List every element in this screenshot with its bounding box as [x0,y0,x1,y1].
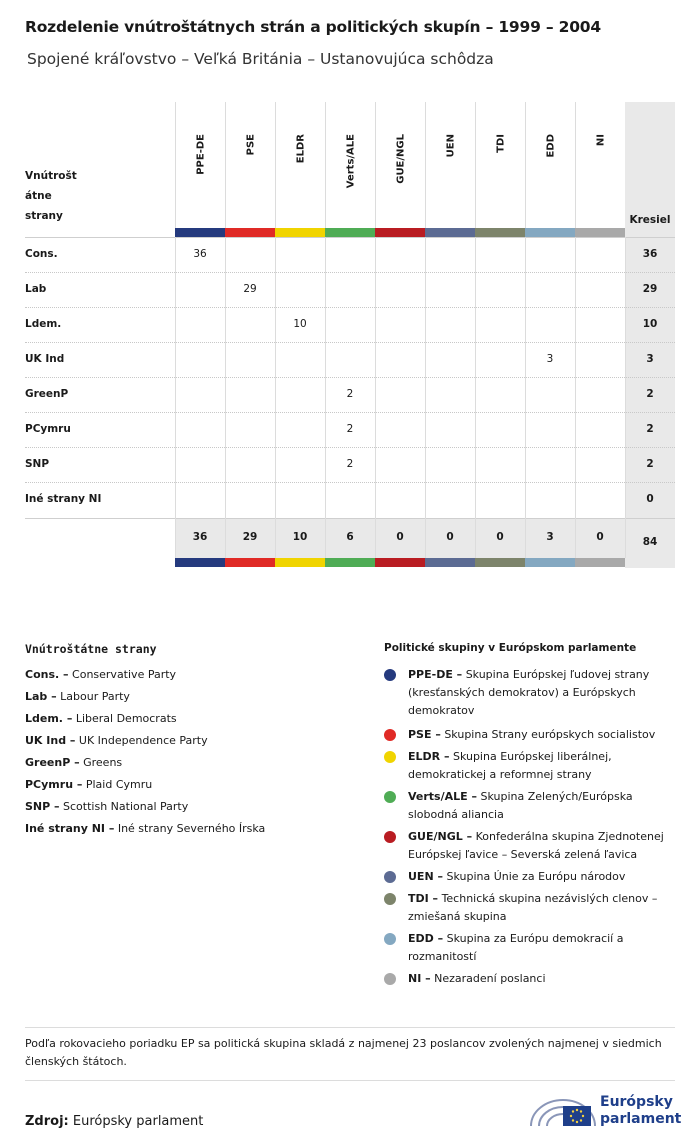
party-legend-item [25,734,208,747]
groups-legend-title: Politické skupiny v Európskom parlamente [384,642,637,654]
row-total-cell: 2 [646,458,654,470]
column-color-swatch [175,228,225,237]
group-color-dot [384,669,396,681]
group-color-dot [384,871,396,883]
party-legend-item [25,822,265,835]
page-subtitle: Spojené kráľovstvo – Veľká Británia – Ustanovujúca schôdza [27,50,494,68]
party-name: Plaid Cymru [85,778,153,791]
row-divider [25,377,675,378]
column-header [425,102,475,228]
source-value: Európsky parlament [72,1114,204,1129]
column-color-swatch [325,558,375,567]
row-total-cell: 3 [646,353,654,365]
party-legend-item [25,756,122,769]
group-name: Skupina Európskej ľudovej strany (kresťanských demokratov) a Európskych demokratov [408,668,650,717]
group-legend-item [408,788,668,824]
grid-line [575,237,576,558]
party-abbr: PCymru – [25,778,83,791]
column-total-cell: 0 [446,531,454,543]
group-legend-item [408,726,668,744]
row-total-cell: 0 [646,493,654,505]
column-header [175,102,225,228]
column-color-swatch [375,558,425,567]
grid-line [325,237,326,558]
column-color-swatch [475,558,525,567]
group-legend-item [408,868,668,886]
data-cell: 3 [546,353,554,365]
row-divider [25,272,675,273]
group-name: Skupina Strany európskych socialistov [444,728,656,741]
party-abbr: UK Ind – [25,734,76,747]
party-legend-item [25,690,130,703]
party-legend-item [25,712,177,725]
group-abbr: PPE-DE – [408,668,463,681]
group-legend-item [408,748,668,784]
column-total-cell: 3 [546,531,554,543]
grid-line [275,237,276,558]
grid-line [425,237,426,558]
group-abbr: Verts/ALE – [408,790,477,803]
party-legend-item [25,800,188,813]
party-name: Liberal Democrats [75,712,177,725]
party-abbr: SNP – [25,800,60,813]
row-divider [25,447,675,448]
row-label: SNP [25,458,50,470]
column-label: EDD [545,134,556,158]
row-label: Ldem. [25,318,62,330]
party-name: Conservative Party [72,668,177,681]
column-header [325,102,375,228]
row-total-cell: 2 [646,388,654,400]
logo-line1: Európsky [600,1094,673,1110]
group-legend-item [408,970,668,988]
row-header: Vnútrošt átne strany [25,170,77,222]
column-header [225,102,275,228]
row-divider [25,482,675,483]
group-legend-item [408,930,668,966]
party-name: UK Independence Party [78,734,208,747]
column-label: NI [595,134,606,147]
grid-line [525,237,526,558]
row-label: PCymru [25,423,71,435]
group-legend-item [408,890,668,926]
column-label: ELDR [295,134,306,164]
column-header [575,102,625,228]
group-legend-item [408,666,668,720]
row-divider [25,342,675,343]
party-abbr: GreenP – [25,756,80,769]
footnote: Podľa rokovacieho poriadku EP sa politická skupina skladá z najmenej 23 poslancov zvolených najmenej v siedmich členských štátoch. [25,1037,662,1068]
logo-line2: parlament [600,1111,682,1127]
group-abbr: NI – [408,972,431,985]
party-name: Iné strany Severného Írska [117,822,266,835]
column-color-swatch [225,228,275,237]
data-cell: 36 [193,248,207,260]
row-total-cell: 36 [642,248,658,260]
page-title: Rozdelenie vnútroštátnych strán a politických skupín – 1999 – 2004 [25,18,601,36]
column-label: GUE/NGL [395,134,406,184]
group-abbr: PSE – [408,728,441,741]
row-label: Iné strany NI [25,493,102,505]
grid-line [625,237,626,558]
row-divider [25,307,675,308]
group-color-dot [384,791,396,803]
column-color-swatch [425,228,475,237]
row-label: Cons. [25,248,58,260]
grid-line [225,237,226,558]
column-color-swatch [325,228,375,237]
column-color-swatch [575,558,625,567]
party-legend-item [25,778,152,791]
data-cell: 10 [293,318,307,330]
parties-legend-title: Vnútroštátne strany [25,642,157,656]
column-color-swatch [525,228,575,237]
column-total-cell: 6 [346,531,354,543]
total-header: Kresiel [629,214,671,226]
group-abbr: EDD – [408,932,444,945]
party-abbr: Lab – [25,690,57,703]
source-line [25,1114,203,1129]
party-abbr: Ldem. – [25,712,73,725]
grid-line [375,237,376,558]
row-total-cell: 29 [642,283,658,295]
row-total-cell: 2 [646,423,654,435]
group-color-dot [384,893,396,905]
group-name: Skupina Únie za Európu národov [446,870,626,883]
column-label: TDI [495,134,506,153]
group-color-dot [384,933,396,945]
column-total-cell: 0 [596,531,604,543]
column-header [475,102,525,228]
column-header [275,102,325,228]
party-abbr: Cons. – [25,668,69,681]
grand-total-cell: 84 [642,536,658,548]
group-legend-item [408,828,668,864]
row-divider [25,412,675,413]
row-total-cell: 10 [642,318,658,330]
group-abbr: TDI – [408,892,439,905]
party-legend-item [25,668,176,681]
source-label: Zdroj: [25,1114,69,1129]
column-label: PSE [245,134,256,156]
column-label: UEN [445,134,456,158]
column-color-swatch [425,558,475,567]
row-label: Lab [25,283,47,295]
row-label: GreenP [25,388,69,400]
header-divider [25,237,675,238]
divider [25,1027,675,1028]
column-color-swatch [275,558,325,567]
group-name: Technická skupina nezávislých clenov – zmiešaná skupina [408,892,658,923]
grid-line [475,237,476,558]
column-color-swatch [575,228,625,237]
group-abbr: ELDR – [408,750,450,763]
column-header [525,102,575,228]
column-total-cell: 10 [292,531,308,543]
column-color-swatch [275,228,325,237]
column-color-swatch [375,228,425,237]
group-name: Skupina za Európu demokracií a rozmanitostí [408,932,624,963]
column-total-cell: 0 [396,531,404,543]
group-color-dot [384,973,396,985]
group-name: Skupina Európskej liberálnej, demokratickej a reformnej strany [408,750,612,781]
row-label: UK Ind [25,353,65,365]
party-name: Greens [83,756,123,769]
group-abbr: GUE/NGL – [408,830,473,843]
group-name: Skupina Zelených/Európska slobodná aliancia [408,790,633,821]
column-total-cell: 29 [242,531,258,543]
party-name: Scottish National Party [63,800,189,813]
data-cell: 2 [346,423,354,435]
data-cell: 2 [346,388,354,400]
ep-logo-text [600,1094,681,1128]
data-cell: 2 [346,458,354,470]
group-name: Konfederálna skupina Zjednotenej Európskej ľavice – Severská zelená ľavica [408,830,664,861]
group-color-dot [384,751,396,763]
divider [25,1080,675,1081]
column-header [375,102,425,228]
sum-divider [25,518,675,519]
column-color-swatch [225,558,275,567]
grid-line [175,237,176,558]
column-total-cell: 36 [192,531,208,543]
party-abbr: Iné strany NI – [25,822,115,835]
group-color-dot [384,729,396,741]
column-color-swatch [475,228,525,237]
column-label: Verts/ALE [345,134,356,189]
data-cell: 29 [243,283,257,295]
group-name: Nezaradení poslanci [434,972,546,985]
column-label: PPE-DE [195,134,206,175]
group-color-dot [384,831,396,843]
group-abbr: UEN – [408,870,443,883]
column-color-swatch [525,558,575,567]
column-total-cell: 0 [496,531,504,543]
party-name: Labour Party [60,690,130,703]
column-color-swatch [175,558,225,567]
